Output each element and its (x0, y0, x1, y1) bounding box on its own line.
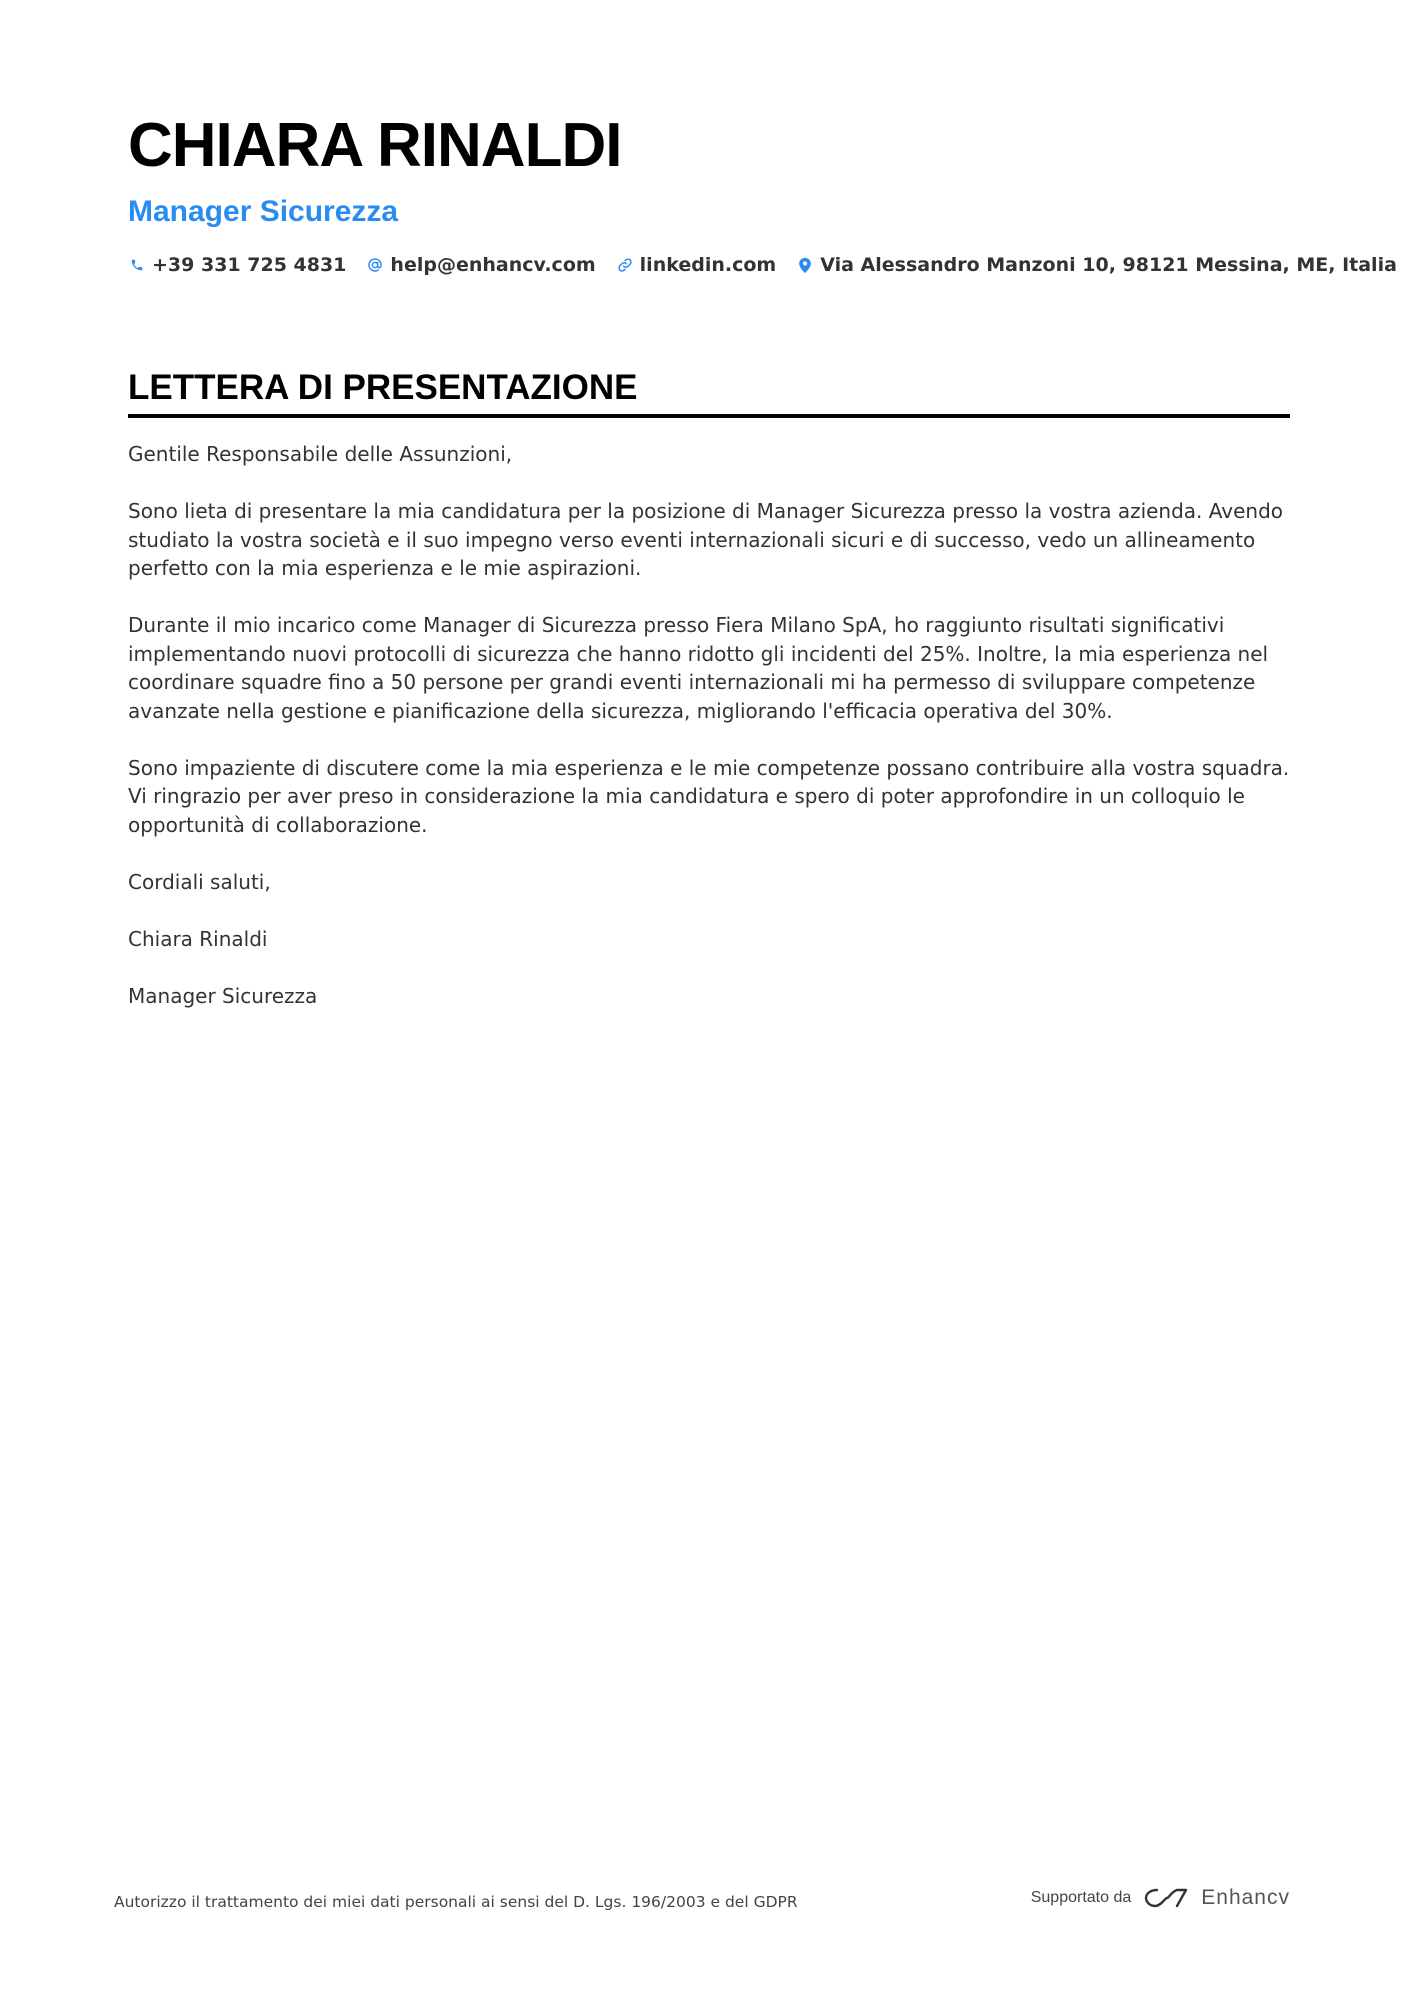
contact-bar (128, 254, 1397, 276)
contact-address (796, 254, 1397, 276)
link-icon (616, 255, 634, 275)
header (128, 108, 1397, 276)
email-text: help@enhancv.com (390, 254, 596, 276)
website-text: linkedin.com (639, 254, 777, 276)
letter-paragraph: Durante il mio incarico come Manager di Sicurezza presso Fiera Milano SpA, ho raggiunto risultati significativi implementando nuovi protocolli di sicurezza che hanno ridotto gli incidenti del 25%. Inoltre, la mia esperienza nel coordinare squadre fino a 50 persone per grandi eventi internazionali mi ha permesso di sviluppare competenze avanzate nella gestione e pianificazione della sicurezza, migliorando l'efficacia operativa del 30%. (128, 613, 1269, 723)
phone-icon (128, 255, 146, 275)
enhancv-logo-icon (1143, 1886, 1189, 1910)
contact-email[interactable] (366, 254, 595, 276)
powered-by-label: Supportato da (1030, 1889, 1132, 1906)
phone-text: +39 331 725 4831 (152, 254, 347, 276)
candidate-name: CHIARA RINALDI (128, 111, 622, 180)
letter-paragraph: Sono impaziente di discutere come la mia esperienza e le mie competenze possano contribuire alla vostra squadra. Vi ringrazio per aver preso in considerazione la mia candidatura e spero di poter approfondire in un colloquio le opportunità di collaborazione. (128, 755, 1290, 837)
location-pin-icon (796, 255, 814, 275)
at-icon (366, 255, 384, 275)
letter-paragraph: Sono lieta di presentare la mia candidatura per la posizione di Manager Sicurezza presso la vostra azienda. Avendo studiato la vostra società e il suo impegno verso eventi internazionali sicuri e di successo, vedo un allineamento perfetto con la mia esperienza e le mie aspirazioni. (128, 499, 1284, 580)
letter-body (128, 440, 1293, 1039)
signature-name: Chiara Rinaldi (128, 926, 268, 951)
letter-closing: Cordiali saluti, (128, 869, 271, 894)
powered-by[interactable] (1031, 1886, 1290, 1910)
letter-greeting: Gentile Responsabile delle Assunzioni, (128, 442, 513, 466)
contact-phone[interactable] (128, 254, 346, 276)
privacy-consent: Autorizzo il trattamento dei miei dati personali ai sensi del D. Lgs. 196/2003 e del GDPR (114, 1893, 798, 1911)
signature-role: Manager Sicurezza (128, 983, 318, 1008)
section-title: LETTERA DI PRESENTAZIONE (128, 366, 1290, 418)
brand-name: Enhancv (1201, 1886, 1290, 1909)
candidate-role: Manager Sicurezza (128, 195, 399, 228)
contact-website[interactable] (616, 254, 777, 276)
address-text: Via Alessandro Manzoni 10, 98121 Messina, ME, Italia (820, 254, 1397, 276)
